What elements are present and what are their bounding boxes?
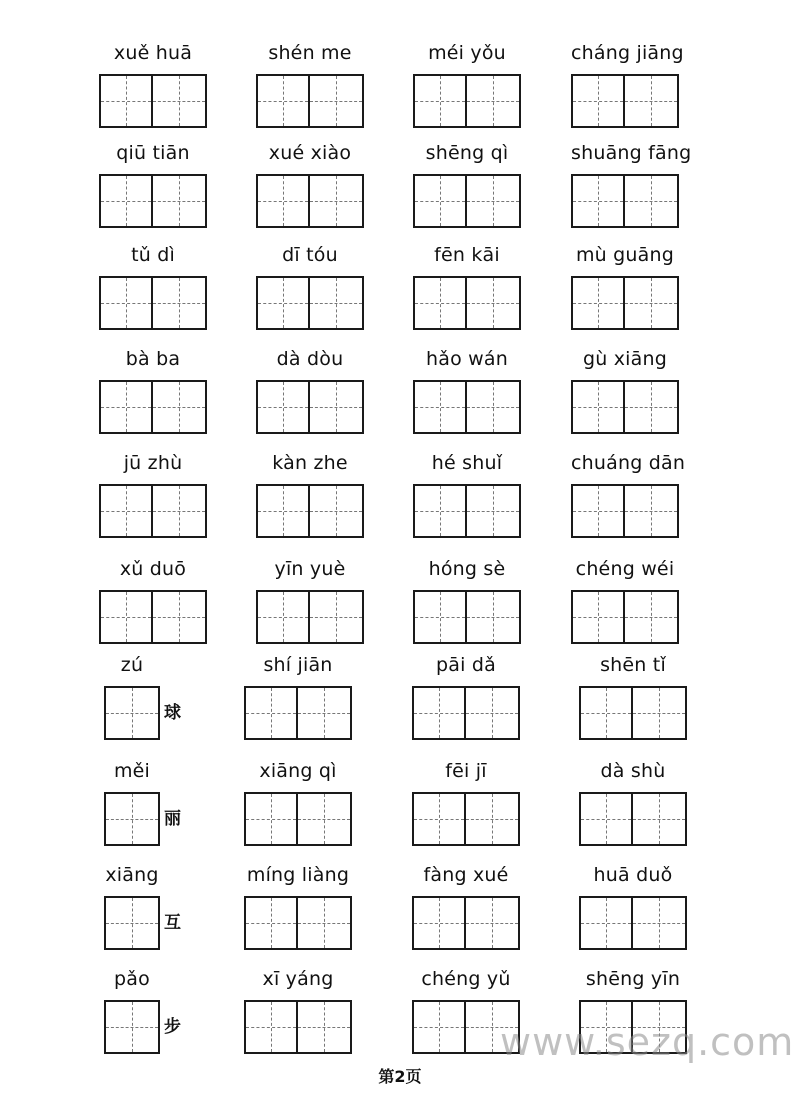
- tian-zi-cell[interactable]: [466, 688, 518, 738]
- pinyin-label: huā duǒ: [593, 864, 673, 886]
- writing-grid[interactable]: [413, 380, 521, 434]
- writing-grid[interactable]: [99, 380, 207, 434]
- tian-zi-cell[interactable]: [106, 1002, 158, 1052]
- pinyin-label: kàn zhe: [272, 452, 348, 474]
- pinyin-label: chéng yǔ: [421, 968, 511, 990]
- writing-grid[interactable]: [256, 484, 364, 538]
- tian-zi-cell[interactable]: [258, 486, 310, 536]
- pinyin-label: mù guāng: [575, 244, 675, 266]
- tian-zi-cell[interactable]: [625, 278, 677, 328]
- word-item: [99, 450, 207, 542]
- writing-grid[interactable]: [99, 74, 207, 128]
- tian-zi-cell[interactable]: [298, 1002, 350, 1052]
- tian-zi-cell[interactable]: [573, 486, 625, 536]
- pinyin-label: méi yǒu: [428, 42, 506, 64]
- pinyin-label: hé shuǐ: [431, 452, 503, 474]
- tian-zi-cell[interactable]: [310, 278, 362, 328]
- writing-grid[interactable]: [256, 74, 364, 128]
- pinyin-label: shí jiān: [263, 654, 333, 676]
- pinyin-label: xiāng qì: [259, 760, 337, 782]
- tian-zi-cell[interactable]: [414, 1002, 466, 1052]
- writing-grid[interactable]: [104, 686, 160, 740]
- tian-zi-cell[interactable]: [258, 592, 310, 642]
- tian-zi-cell[interactable]: [625, 486, 677, 536]
- tian-zi-cell[interactable]: [246, 688, 298, 738]
- tian-zi-cell[interactable]: [106, 898, 158, 948]
- word-item: [244, 862, 352, 954]
- word-item: [256, 40, 364, 132]
- tian-zi-cell[interactable]: [625, 176, 677, 226]
- tian-zi-cell[interactable]: [414, 794, 466, 844]
- tian-zi-cell[interactable]: [467, 278, 519, 328]
- tian-zi-cell[interactable]: [258, 76, 310, 126]
- pinyin-label: xiāng: [105, 864, 159, 886]
- word-item: [571, 40, 684, 132]
- word-item: [256, 140, 364, 232]
- tian-zi-cell[interactable]: [633, 794, 685, 844]
- tian-zi-cell[interactable]: [467, 176, 519, 226]
- tian-zi-cell[interactable]: [153, 278, 205, 328]
- tian-zi-cell[interactable]: [466, 794, 518, 844]
- tian-zi-cell[interactable]: [467, 486, 519, 536]
- writing-grid[interactable]: [571, 174, 679, 228]
- tian-zi-cell[interactable]: [625, 592, 677, 642]
- word-item: [579, 652, 687, 744]
- pinyin-label: měi: [113, 760, 151, 782]
- tian-zi-cell[interactable]: [415, 278, 467, 328]
- tian-zi-cell[interactable]: [153, 592, 205, 642]
- pinyin-label: jū zhù: [123, 452, 183, 474]
- word-item: [244, 652, 352, 744]
- word-item: [244, 758, 352, 850]
- writing-grid[interactable]: [413, 174, 521, 228]
- tian-zi-cell[interactable]: [153, 382, 205, 432]
- tian-zi-cell[interactable]: [101, 76, 153, 126]
- pinyin-label: dī tóu: [282, 244, 338, 266]
- tian-zi-cell[interactable]: [101, 486, 153, 536]
- word-item: [571, 242, 679, 334]
- pinyin-label: pǎo: [114, 968, 150, 990]
- writing-grid[interactable]: [571, 380, 679, 434]
- pinyin-label: bà ba: [125, 348, 181, 370]
- given-character: 步: [164, 1017, 181, 1037]
- writing-grid[interactable]: [412, 896, 520, 950]
- word-item: [104, 966, 214, 1058]
- tian-zi-cell[interactable]: [298, 898, 350, 948]
- tian-zi-cell[interactable]: [581, 794, 633, 844]
- tian-zi-cell[interactable]: [153, 76, 205, 126]
- word-item: [412, 758, 520, 850]
- page-number: 第2页: [378, 1067, 422, 1086]
- writing-grid[interactable]: [104, 1000, 160, 1054]
- given-character: 球: [164, 703, 181, 723]
- tian-zi-cell[interactable]: [633, 898, 685, 948]
- word-item: [571, 556, 679, 648]
- pinyin-label: xuě huā: [113, 42, 193, 64]
- pinyin-label: qiū tiān: [116, 142, 190, 164]
- writing-grid[interactable]: [99, 484, 207, 538]
- writing-grid[interactable]: [244, 792, 352, 846]
- pinyin-label: fēi jī: [445, 760, 487, 782]
- pinyin-label: shén me: [268, 42, 352, 64]
- word-item: [413, 40, 521, 132]
- tian-zi-cell[interactable]: [310, 486, 362, 536]
- pinyin-label: dà shù: [600, 760, 666, 782]
- word-item: [256, 346, 364, 438]
- word-item: [579, 758, 687, 850]
- tian-zi-cell[interactable]: [246, 794, 298, 844]
- writing-grid[interactable]: [244, 686, 352, 740]
- pinyin-label: chuáng dān: [571, 452, 686, 474]
- word-item: [99, 556, 207, 648]
- tian-zi-cell[interactable]: [573, 278, 625, 328]
- tian-zi-cell[interactable]: [573, 76, 625, 126]
- writing-grid[interactable]: [99, 590, 207, 644]
- word-item: [99, 346, 207, 438]
- pinyin-label: yīn yuè: [274, 558, 346, 580]
- tian-zi-cell[interactable]: [298, 794, 350, 844]
- tian-zi-cell[interactable]: [310, 176, 362, 226]
- tian-zi-cell[interactable]: [415, 76, 467, 126]
- tian-zi-cell[interactable]: [581, 898, 633, 948]
- tian-zi-cell[interactable]: [258, 278, 310, 328]
- word-item: [256, 242, 364, 334]
- word-item: [104, 758, 214, 850]
- tian-zi-cell[interactable]: [573, 382, 625, 432]
- tian-zi-cell[interactable]: [258, 176, 310, 226]
- word-item: [256, 556, 364, 648]
- writing-grid[interactable]: [579, 896, 687, 950]
- word-item: [579, 862, 687, 954]
- tian-zi-cell[interactable]: [467, 592, 519, 642]
- pinyin-label: chéng wéi: [575, 558, 675, 580]
- word-item: [412, 862, 520, 954]
- watermark: www.sezq.com: [500, 1020, 795, 1064]
- tian-zi-cell[interactable]: [573, 592, 625, 642]
- tian-zi-cell[interactable]: [246, 898, 298, 948]
- word-item: [413, 346, 521, 438]
- tian-zi-cell[interactable]: [467, 76, 519, 126]
- given-character: 丽: [164, 809, 181, 829]
- tian-zi-cell[interactable]: [298, 688, 350, 738]
- pinyin-label: hóng sè: [428, 558, 506, 580]
- tian-zi-cell[interactable]: [153, 176, 205, 226]
- tian-zi-cell[interactable]: [414, 688, 466, 738]
- word-item: [571, 140, 692, 232]
- pinyin-label: xī yáng: [262, 968, 334, 990]
- pinyin-label: zú: [120, 654, 144, 676]
- writing-grid[interactable]: [413, 484, 521, 538]
- pinyin-label: shēng yīn: [585, 968, 681, 990]
- pinyin-label: shēn tǐ: [600, 654, 666, 676]
- writing-grid[interactable]: [413, 276, 521, 330]
- word-item: [99, 40, 207, 132]
- word-item: [413, 450, 521, 542]
- writing-grid[interactable]: [571, 74, 679, 128]
- writing-grid[interactable]: [99, 174, 207, 228]
- tian-zi-cell[interactable]: [415, 176, 467, 226]
- word-item: [104, 862, 214, 954]
- pinyin-label: fēn kāi: [434, 244, 500, 266]
- tian-zi-cell[interactable]: [101, 176, 153, 226]
- writing-grid[interactable]: [256, 380, 364, 434]
- pinyin-label: dà dòu: [276, 348, 344, 370]
- tian-zi-cell[interactable]: [106, 794, 158, 844]
- tian-zi-cell[interactable]: [310, 592, 362, 642]
- writing-grid[interactable]: [99, 276, 207, 330]
- writing-grid[interactable]: [413, 590, 521, 644]
- word-item: [413, 556, 521, 648]
- tian-zi-cell[interactable]: [153, 486, 205, 536]
- word-item: [99, 140, 207, 232]
- pinyin-label: xué xiào: [268, 142, 352, 164]
- tian-zi-cell[interactable]: [625, 76, 677, 126]
- writing-grid[interactable]: [571, 276, 679, 330]
- writing-grid[interactable]: [256, 174, 364, 228]
- tian-zi-cell[interactable]: [581, 688, 633, 738]
- tian-zi-cell[interactable]: [466, 898, 518, 948]
- tian-zi-cell[interactable]: [633, 688, 685, 738]
- pinyin-label: shuāng fāng: [571, 142, 692, 164]
- pinyin-label: shēng qì: [425, 142, 509, 164]
- tian-zi-cell[interactable]: [415, 382, 467, 432]
- tian-zi-cell[interactable]: [414, 898, 466, 948]
- writing-grid[interactable]: [412, 792, 520, 846]
- writing-grid[interactable]: [244, 1000, 352, 1054]
- tian-zi-cell[interactable]: [467, 382, 519, 432]
- tian-zi-cell[interactable]: [310, 76, 362, 126]
- word-item: [104, 652, 214, 744]
- tian-zi-cell[interactable]: [106, 688, 158, 738]
- word-item: [256, 450, 364, 542]
- word-item: [571, 450, 686, 542]
- writing-grid[interactable]: [256, 276, 364, 330]
- pinyin-label: míng liàng: [246, 864, 350, 886]
- writing-grid[interactable]: [104, 896, 160, 950]
- pinyin-label: fàng xué: [423, 864, 509, 886]
- pinyin-label: gù xiāng: [582, 348, 667, 370]
- given-character: 互: [164, 913, 181, 933]
- tian-zi-cell[interactable]: [246, 1002, 298, 1052]
- tian-zi-cell[interactable]: [415, 592, 467, 642]
- word-item: [413, 242, 521, 334]
- writing-grid[interactable]: [571, 484, 679, 538]
- tian-zi-cell[interactable]: [101, 278, 153, 328]
- writing-grid[interactable]: [413, 74, 521, 128]
- word-item: [413, 140, 521, 232]
- writing-grid[interactable]: [244, 896, 352, 950]
- pinyin-label: xǔ duō: [119, 558, 187, 580]
- pinyin-label: cháng jiāng: [571, 42, 684, 64]
- word-item: [244, 966, 352, 1058]
- writing-grid[interactable]: [579, 686, 687, 740]
- tian-zi-cell[interactable]: [310, 382, 362, 432]
- writing-grid[interactable]: [256, 590, 364, 644]
- tian-zi-cell[interactable]: [258, 382, 310, 432]
- writing-grid[interactable]: [579, 792, 687, 846]
- word-item: [99, 242, 207, 334]
- pinyin-label: pāi dǎ: [436, 654, 496, 676]
- writing-grid[interactable]: [571, 590, 679, 644]
- pinyin-label: hǎo wán: [426, 348, 508, 370]
- pinyin-label: tǔ dì: [131, 244, 175, 266]
- word-item: [571, 346, 679, 438]
- tian-zi-cell[interactable]: [625, 382, 677, 432]
- tian-zi-cell[interactable]: [101, 592, 153, 642]
- writing-grid[interactable]: [412, 686, 520, 740]
- tian-zi-cell[interactable]: [573, 176, 625, 226]
- tian-zi-cell[interactable]: [101, 382, 153, 432]
- word-item: [412, 652, 520, 744]
- writing-grid[interactable]: [104, 792, 160, 846]
- tian-zi-cell[interactable]: [415, 486, 467, 536]
